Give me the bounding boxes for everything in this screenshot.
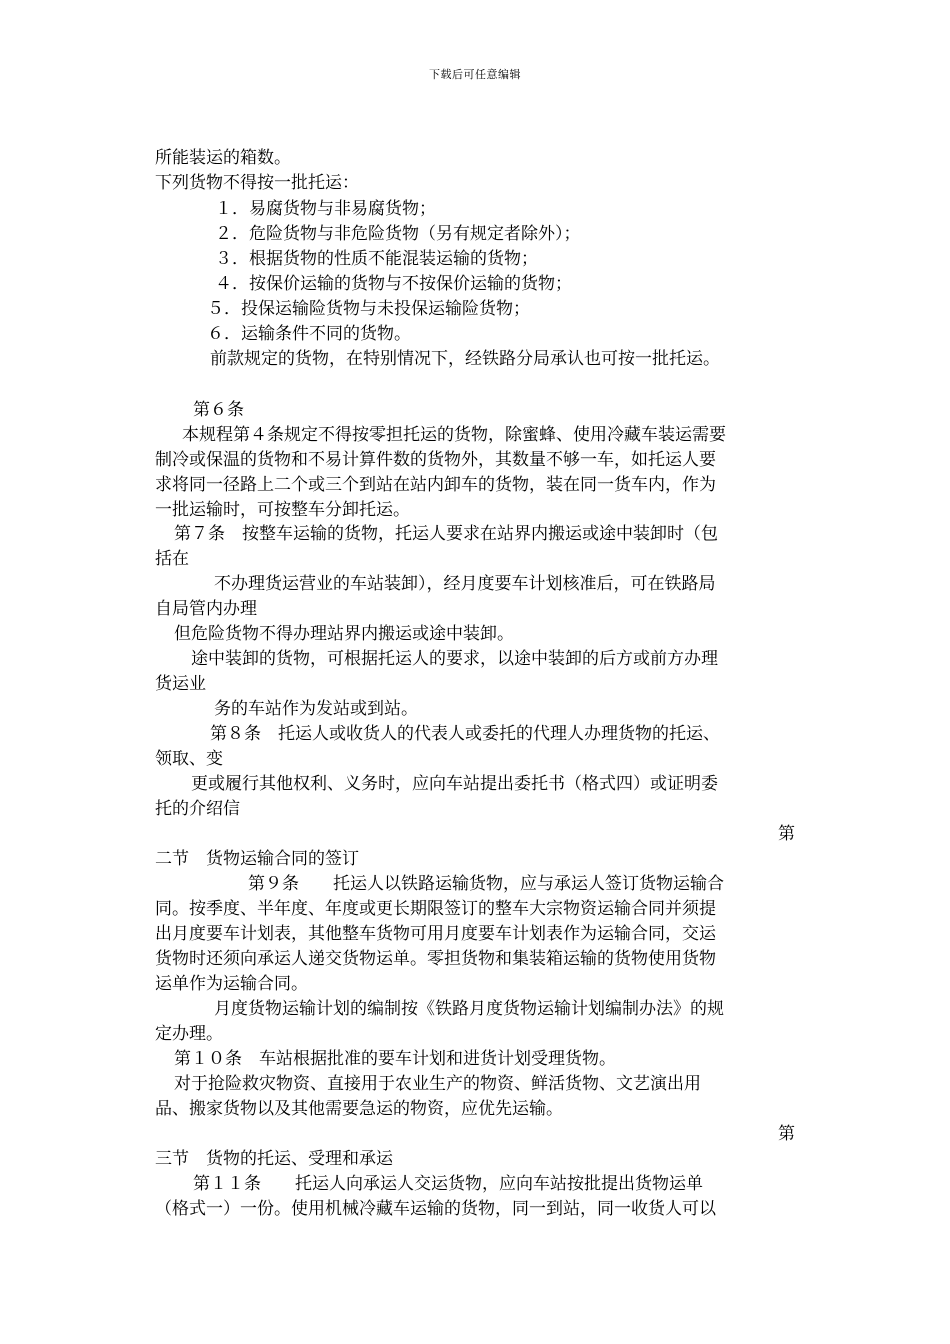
- text-line: 领取、变: [155, 749, 223, 769]
- text-line: 务的车站作为发站或到站。: [214, 699, 418, 719]
- list-item: ５．投保运输险货物与未投保运输险货物；: [207, 299, 530, 319]
- list-item: ２．危险货物与非危险货物（另有规定者除外）；: [215, 224, 581, 244]
- text-line: 货物时还须向承运人递交货物运单。零担货物和集装箱运输的货物使用货物: [155, 949, 716, 969]
- text-line: 对于抢险救灾物资、直接用于农业生产的物资、鲜活货物、文艺演出用: [174, 1074, 701, 1094]
- list-item: ３．根据货物的性质不能混装运输的货物；: [215, 249, 538, 269]
- text-line: 不办理货运营业的车站装卸），经月度要车计划核准后，可在铁路局: [214, 574, 716, 594]
- text-line: 但危险货物不得办理站界内搬运或途中装卸。: [174, 624, 514, 644]
- text-line: 下列货物不得按一批托运：: [155, 173, 359, 193]
- text-line: 求将同一径路上二个或三个到站在站内卸车的货物，装在同一货车内，作为: [155, 475, 716, 495]
- text-line: 第１０条 车站根据批准的要车计划和进货计划受理货物。: [174, 1049, 616, 1069]
- text-line: 途中装卸的货物，可根据托运人的要求，以途中装卸的后方或前方办理: [191, 649, 718, 669]
- article-heading: 第６条: [193, 400, 244, 420]
- list-item: ４．按保价运输的货物与不按保价运输的货物；: [215, 274, 572, 294]
- text-line: 所能装运的箱数。: [155, 148, 291, 168]
- text-line: 托的介绍信: [155, 799, 240, 819]
- page-header: 下载后可任意编辑: [429, 68, 521, 81]
- text-line: （格式一）一份。使用机械冷藏车运输的货物，同一到站，同一收货人可以: [155, 1199, 716, 1219]
- text-line: 定办理。: [155, 1024, 223, 1044]
- text-line: 出月度要车计划表，其他整车货物可用月度要车计划表作为运输合同，交运: [155, 924, 716, 944]
- text-line: 更或履行其他权利、义务时，应向车站提出委托书（格式四）或证明委: [191, 774, 718, 794]
- text-line: 第７条 按整车运输的货物，托运人要求在站界内搬运或途中装卸时（包: [174, 524, 718, 544]
- text-line: 货运业: [155, 674, 206, 694]
- section-heading: 二节 货物运输合同的签订: [155, 849, 359, 869]
- text-line: 运单作为运输合同。: [155, 974, 308, 994]
- section-number: 第: [778, 824, 795, 844]
- text-line: 自局管内办理: [155, 599, 257, 619]
- text-line: 第８条 托运人或收货人的代表人或委托的代理人办理货物的托运、: [210, 724, 720, 744]
- text-line: 第１１条 托运人向承运人交运货物，应向车站按批提出货物运单: [193, 1174, 703, 1194]
- text-line: 第９条 托运人以铁路运输货物，应与承运人签订货物运输合: [248, 874, 724, 894]
- text-line: 品、搬家货物以及其他需要急运的物资，应优先运输。: [155, 1099, 563, 1119]
- text-line: 前款规定的货物，在特别情况下，经铁路分局承认也可按一批托运。: [210, 349, 720, 369]
- text-line: 制冷或保温的货物和不易计算件数的货物外，其数量不够一车，如托运人要: [155, 450, 716, 470]
- section-number: 第: [778, 1124, 795, 1144]
- list-item: ６．运输条件不同的货物。: [207, 324, 411, 344]
- text-line: 同。按季度、半年度、年度或更长期限签订的整车大宗物资运输合同并须提: [155, 899, 716, 919]
- list-item: １．易腐货物与非易腐货物；: [215, 199, 436, 219]
- section-heading: 三节 货物的托运、受理和承运: [155, 1149, 393, 1169]
- text-line: 括在: [155, 549, 189, 569]
- text-line: 本规程第４条规定不得按零担托运的货物，除蜜蜂、使用冷藏车装运需要: [182, 425, 726, 445]
- text-line: 一批运输时，可按整车分卸托运。: [155, 500, 410, 520]
- text-line: 月度货物运输计划的编制按《铁路月度货物运输计划编制办法》的规: [214, 999, 724, 1019]
